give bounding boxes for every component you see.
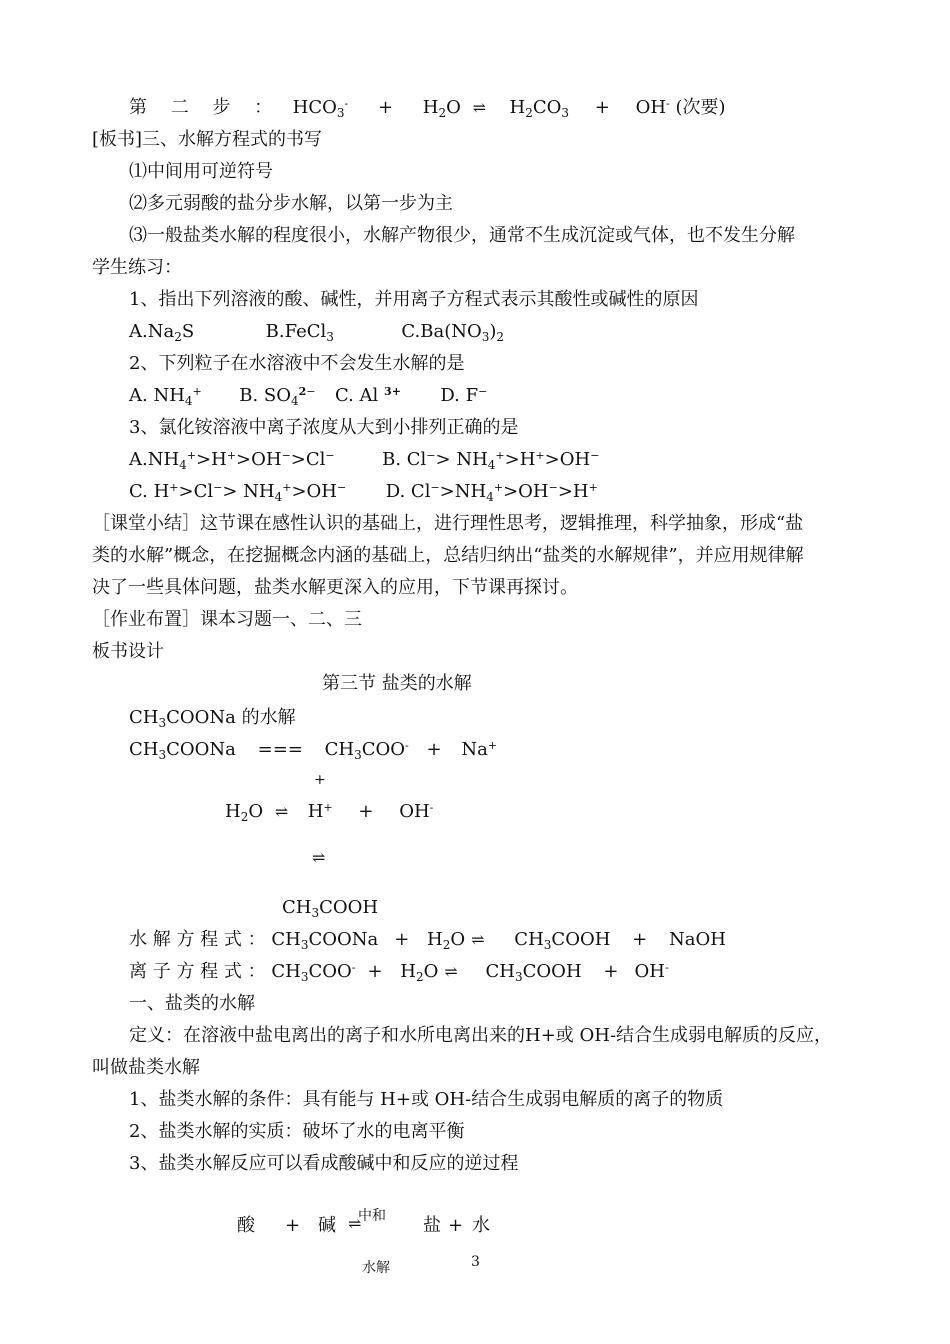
question-3: 3、氯化铵溶液中离子浓度从大到小排列正确的是	[129, 417, 519, 438]
ch3coona-heading: $CH_3COONa$ 的水解	[129, 707, 296, 730]
point-3: 3、盐类水解反应可以看成酸碱中和反应的逆过程	[129, 1153, 519, 1174]
summary-line-1: ［课堂小结］这节课在感性认识的基础上，进行理性思考，逻辑推理，科学抽象，形成“盐	[92, 513, 804, 534]
question-2-options: A. $NH_4^+$ B. $SO_4^{2-}$ C. Al $^{3+}$ D. F−	[129, 385, 488, 408]
practice-title: 学生练习：	[92, 257, 182, 278]
neutralization-plus: +	[285, 1215, 301, 1236]
point-2: 2、盐类水解的实质：破坏了水的电离平衡	[129, 1121, 465, 1142]
reversible-arrow-icon: ⇌	[444, 962, 456, 981]
reversible-arrow-icon: ⇌	[471, 930, 483, 949]
homework: ［作业布置］课本习题一、二、三	[92, 609, 362, 630]
neutralization-plus-2: +	[448, 1215, 464, 1236]
board-heading: [板书]三、水解方程式的书写	[92, 129, 323, 150]
vertical-reversible-arrow-icon: ⇌	[312, 848, 324, 867]
neutralization-bottom-label: 水解	[362, 1260, 390, 1276]
board-design: 板书设计	[92, 641, 164, 662]
rule-1: ⑴中间用可逆符号	[129, 161, 273, 182]
summary-line-2: 类的水解”概念，在挖掘概念内涵的基础上，总结归纳出“盐类的水解规律”，并应用规律解	[92, 545, 804, 566]
neutralization-base: 碱	[318, 1215, 336, 1236]
ionization-equation: $CH_3COONa$ === $CH_3COO^- + Na^+$	[129, 739, 498, 762]
page-number: 3	[471, 1254, 480, 1270]
question-3-options-ab: $A.NH_4^+>H^+>OH^->Cl^-$ B. $Cl^-> NH_4^+>H^+>OH^-$	[129, 449, 600, 472]
reversible-arrow-icon: ⇌	[348, 1214, 360, 1233]
summary-line-3: 决了一些具体问题，盐类水解更深入的应用，下节课再探讨。	[92, 577, 578, 598]
question-3-options-cd: C. $H^+>Cl^-> NH_4^+>OH^-$ D. $Cl^->NH_4^+>OH^->H^+$	[129, 481, 598, 504]
question-1-options: $A.Na_2S$ B.FeCl$_3$ $C.Ba(NO_3)_2$	[129, 321, 505, 344]
reversible-arrow-icon: ⇌	[472, 98, 485, 117]
question-2: 2、下列粒子在水溶液中不会发生水解的是	[129, 353, 465, 374]
part-1-title: 一、盐类的水解	[129, 993, 255, 1014]
rule-3: ⑶一般盐类水解的程度很小，水解产物很少，通常不生成沉淀或气体，也不发生分解	[129, 225, 795, 246]
point-1: 1、盐类水解的条件：具有能与 H+或 OH-结合生成弱电解质的离子的物质	[129, 1089, 724, 1110]
definition-line-1: 定义：在溶液中盐电离出的离子和水所电离出来的H+或 OH-结合生成弱电解质的反应，	[129, 1025, 833, 1046]
definition-line-2: 叫做盐类水解	[92, 1057, 200, 1078]
diagram-plus: +	[314, 772, 326, 788]
neutralization-salt: 盐	[423, 1215, 441, 1236]
rule-2: ⑵多元弱酸的盐分步水解，以第一步为主	[129, 193, 453, 214]
reversible-arrow-icon: ⇌	[274, 802, 287, 821]
hydrolysis-equation: 水 解 方 程 式 ： $CH_3COONa + H_2O$ ⇌ $CH_3COOH$ + NaOH	[129, 929, 726, 952]
ionic-equation: 离 子 方 程 式 ： $CH_3COO^- + H_2O$ ⇌ $CH_3COOH + OH^-$	[129, 961, 669, 984]
ch3cooh-product: $CH_3COOH$	[282, 897, 379, 920]
water-ionization: $H_2O$ ⇌ H+ + OH-	[225, 801, 434, 824]
step2-equation: 第 二 步 ： $HCO_3^- + H_2O$ ⇌ $H_2CO_3 + OH^-$ (次要)	[129, 97, 726, 120]
neutralization-top-label: 中和	[358, 1208, 386, 1224]
section-title: 第三节 盐类的水解	[322, 673, 472, 694]
neutralization-water: 水	[472, 1215, 490, 1236]
question-1: 1、指出下列溶液的酸、碱性，并用离子方程式表示其酸性或碱性的原因	[129, 289, 699, 310]
neutralization-acid: 酸	[237, 1215, 255, 1236]
